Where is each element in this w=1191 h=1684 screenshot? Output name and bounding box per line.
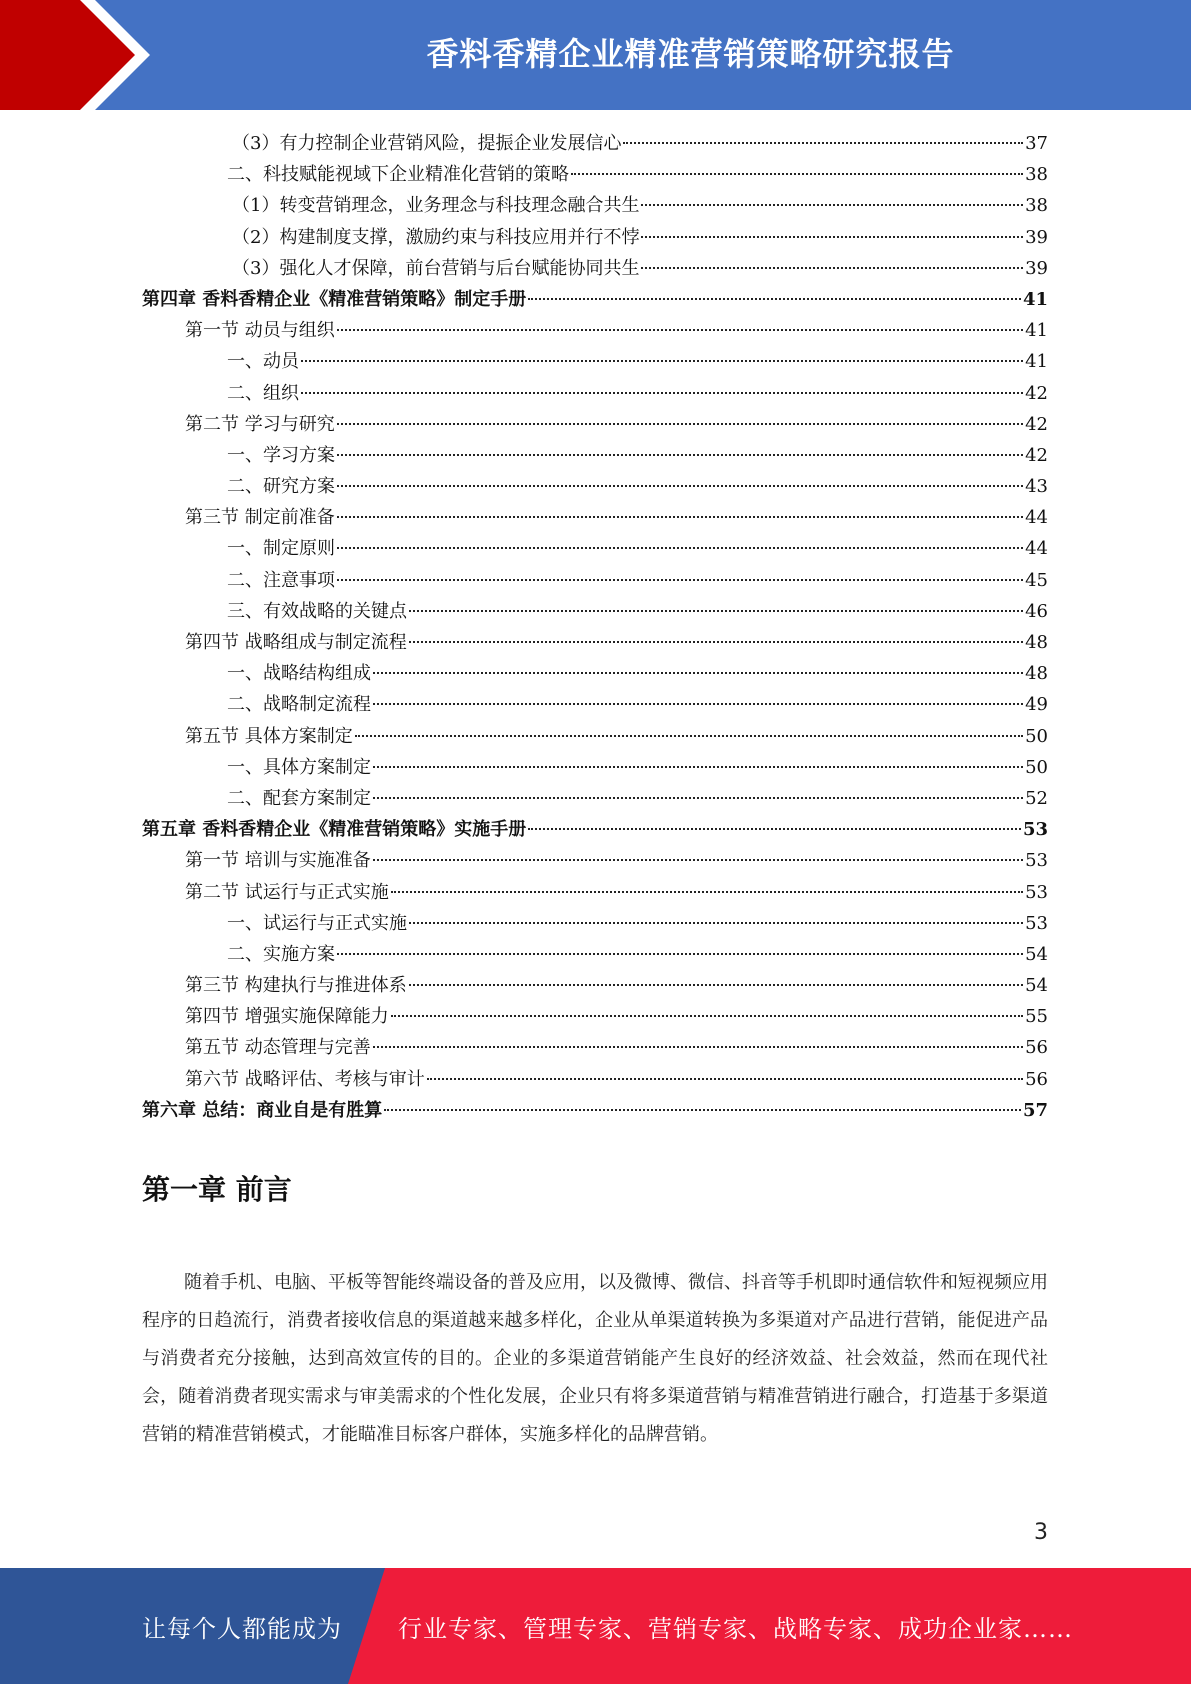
toc-entry-title: 第一节 动员与组织 [185, 320, 335, 342]
toc-entry[interactable] [142, 908, 1048, 939]
toc-dot-leader [391, 1015, 1023, 1017]
toc-dot-leader [301, 360, 1023, 362]
toc-dot-leader [571, 173, 1023, 175]
table-of-contents [142, 128, 1048, 1126]
report-title: 香料香精企业精准营销策略研究报告 [426, 35, 955, 73]
toc-entry-title: 第一节 培训与实施准备 [185, 850, 371, 872]
toc-entry[interactable] [142, 471, 1048, 502]
toc-dot-leader [373, 672, 1023, 674]
toc-dot-leader [337, 454, 1023, 456]
toc-entry-title: 第四章 香料香精企业《精准营销策略》制定手册 [142, 288, 527, 310]
toc-entry[interactable] [142, 190, 1048, 221]
toc-entry-page: 50 [1025, 756, 1048, 778]
toc-entry-page: 53 [1025, 881, 1048, 903]
toc-entry-title: 第三节 构建执行与推进体系 [185, 975, 407, 997]
toc-dot-leader [384, 1109, 1021, 1111]
toc-entry-page: 39 [1025, 226, 1048, 248]
toc-dot-leader [355, 735, 1023, 737]
toc-entry[interactable] [142, 939, 1048, 970]
toc-entry[interactable] [142, 440, 1048, 471]
toc-dot-leader [373, 766, 1023, 768]
toc-dot-leader [373, 1046, 1023, 1048]
toc-entry-title: 一、制定原则 [227, 538, 335, 560]
toc-entry-title: 第六章 总结：商业自是有胜算 [142, 1099, 383, 1121]
toc-entry-page: 42 [1025, 444, 1048, 466]
toc-entry[interactable] [142, 315, 1048, 346]
toc-entry-title: 第四节 增强实施保障能力 [185, 1006, 389, 1028]
toc-dot-leader [641, 236, 1023, 238]
toc-entry-title: 二、组织 [227, 382, 299, 404]
toc-entry-page: 46 [1025, 600, 1048, 622]
toc-entry-title: 一、动员 [227, 351, 299, 373]
toc-entry[interactable] [142, 689, 1048, 720]
toc-entry-page: 50 [1025, 725, 1048, 747]
toc-entry-page: 43 [1025, 476, 1048, 498]
toc-entry[interactable] [142, 783, 1048, 814]
toc-entry-page: 44 [1025, 538, 1048, 560]
toc-entry-title: 第四节 战略组成与制定流程 [185, 632, 407, 653]
toc-entry[interactable] [142, 284, 1048, 315]
toc-entry-title: 一、具体方案制定 [227, 756, 371, 778]
toc-entry-title: 二、科技赋能视域下企业精准化营销的策略 [227, 164, 569, 186]
toc-entry-page: 38 [1025, 164, 1048, 186]
toc-entry-title: 一、学习方案 [227, 444, 335, 466]
toc-entry-title: 第三节 制定前准备 [185, 507, 335, 529]
toc-entry[interactable] [142, 721, 1048, 752]
toc-entry-page: 41 [1022, 288, 1048, 310]
toc-entry-page: 41 [1025, 351, 1048, 373]
toc-entry[interactable] [142, 970, 1048, 1001]
toc-entry-page: 38 [1025, 195, 1048, 217]
toc-entry-title: 二、配套方案制定 [227, 787, 371, 809]
toc-entry[interactable] [142, 346, 1048, 377]
toc-entry-page: 54 [1025, 975, 1048, 997]
toc-dot-leader [409, 641, 1023, 643]
toc-entry-page: 53 [1025, 850, 1048, 872]
toc-entry-title: 二、战略制定流程 [227, 694, 371, 716]
toc-dot-leader [337, 329, 1023, 331]
toc-entry[interactable] [142, 596, 1048, 627]
toc-entry[interactable] [142, 627, 1048, 658]
toc-dot-leader [337, 953, 1023, 955]
toc-entry[interactable] [142, 222, 1048, 253]
toc-entry-title: 第二节 学习与研究 [185, 413, 335, 435]
toc-entry-page: 53 [1025, 912, 1048, 934]
toc-dot-leader [373, 703, 1023, 705]
toc-dot-leader [391, 891, 1023, 893]
toc-entry[interactable] [142, 409, 1048, 440]
toc-entry-title: （3）强化人才保障，前台营销与后台赋能协同共生 [232, 257, 640, 279]
toc-dot-leader [528, 298, 1021, 300]
toc-dot-leader [337, 485, 1023, 487]
toc-entry[interactable] [142, 877, 1048, 908]
toc-entry-page: 45 [1025, 569, 1048, 591]
toc-entry-page: 55 [1025, 1006, 1048, 1028]
toc-dot-leader [337, 516, 1023, 518]
toc-dot-leader [623, 142, 1023, 144]
toc-entry-page: 52 [1025, 787, 1048, 809]
toc-entry[interactable] [142, 1001, 1048, 1032]
toc-entry-page: 48 [1025, 632, 1048, 653]
footer-slogan-left: 让每个人都能成为 [142, 1614, 342, 1643]
chapter-heading: 第一章 前言 [142, 1173, 292, 1206]
toc-dot-leader [427, 1078, 1023, 1080]
toc-entry-title: 第二节 试运行与正式实施 [185, 881, 389, 903]
header-chevron-icon [0, 0, 160, 110]
toc-entry-page: 56 [1025, 1068, 1048, 1090]
toc-dot-leader [641, 204, 1023, 206]
toc-entry-page: 56 [1025, 1037, 1048, 1059]
toc-entry[interactable] [142, 378, 1048, 409]
toc-entry-page: 57 [1022, 1099, 1048, 1121]
toc-entry-page: 44 [1025, 507, 1048, 529]
toc-entry-title: （1）转变营销理念，业务理念与科技理念融合共生 [232, 195, 640, 217]
toc-entry[interactable] [142, 1064, 1048, 1095]
toc-entry-title: 第五章 香料香精企业《精准营销策略》实施手册 [142, 819, 527, 841]
toc-entry-page: 48 [1025, 663, 1048, 685]
toc-dot-leader [337, 579, 1023, 581]
toc-dot-leader [409, 984, 1023, 986]
toc-entry[interactable] [142, 159, 1048, 190]
intro-paragraph: 随着手机、电脑、平板等智能终端设备的普及应用，以及微博、微信、抖音等手机即时通信软件和短视频应用程序的日趋流行，消费者接收信息的渠道越来越多样化，企业从单渠道转换为多渠道对产品进行营销，能促进产品与消费者充分接触，达到高效宣传的目的。企业的多渠道营销能产生良好的经济效益、社会效益，然而在现代社会，随着消费者现实需求与审美需求的个性化发展，企业只有将多渠道营销与精准营销进行融合，打造基于多渠道营销的精准营销模式，才能瞄准目标客户群体，实施多样化的品牌营销。 [142, 1272, 1048, 1445]
toc-entry[interactable] [142, 253, 1048, 284]
toc-entry-page: 49 [1025, 694, 1048, 716]
page-number: 3 [1034, 1520, 1048, 1545]
toc-entry-page: 42 [1025, 413, 1048, 435]
page-header [0, 0, 1191, 110]
toc-entry[interactable] [142, 845, 1048, 876]
toc-entry-title: 第五节 动态管理与完善 [185, 1037, 371, 1059]
toc-entry[interactable] [142, 814, 1048, 845]
toc-entry-title: 二、实施方案 [227, 943, 335, 965]
toc-entry[interactable] [142, 502, 1048, 533]
toc-entry[interactable] [142, 752, 1048, 783]
toc-dot-leader [409, 610, 1023, 612]
toc-dot-leader [373, 859, 1023, 861]
toc-entry-title: 第五节 具体方案制定 [185, 725, 353, 747]
toc-entry-title: 二、注意事项 [227, 569, 335, 591]
toc-dot-leader [373, 797, 1023, 799]
toc-entry-page: 42 [1025, 382, 1048, 404]
toc-dot-leader [337, 423, 1023, 425]
toc-entry[interactable] [142, 1032, 1048, 1063]
toc-entry-title: 三、有效战略的关键点 [227, 600, 407, 622]
toc-entry-title: 第六节 战略评估、考核与审计 [185, 1068, 425, 1090]
toc-entry-page: 54 [1025, 943, 1048, 965]
toc-dot-leader [641, 267, 1023, 269]
toc-dot-leader [301, 392, 1023, 394]
toc-entry[interactable] [142, 658, 1048, 689]
toc-entry-title: （2）构建制度支撑，激励约束与科技应用并行不悖 [232, 226, 640, 248]
toc-entry-page: 41 [1025, 320, 1048, 342]
page-footer [0, 1568, 1191, 1684]
toc-entry[interactable] [142, 1095, 1048, 1126]
toc-entry-title: 一、试运行与正式实施 [227, 912, 407, 934]
toc-entry[interactable] [142, 565, 1048, 596]
toc-entry-title: （3）有力控制企业营销风险，提振企业发展信心 [232, 133, 622, 154]
toc-dot-leader [409, 922, 1023, 924]
toc-entry-page: 39 [1025, 257, 1048, 279]
toc-entry-page: 37 [1025, 133, 1048, 154]
toc-dot-leader [528, 828, 1021, 830]
toc-entry-title: 一、战略结构组成 [227, 663, 371, 685]
toc-entry-page: 53 [1022, 819, 1048, 841]
toc-entry-title: 二、研究方案 [227, 476, 335, 498]
toc-dot-leader [337, 547, 1023, 549]
toc-entry[interactable] [142, 128, 1048, 159]
footer-slogan-right: 行业专家、管理专家、营销专家、战略专家、成功企业家…… [398, 1614, 1073, 1643]
toc-entry[interactable] [142, 533, 1048, 564]
